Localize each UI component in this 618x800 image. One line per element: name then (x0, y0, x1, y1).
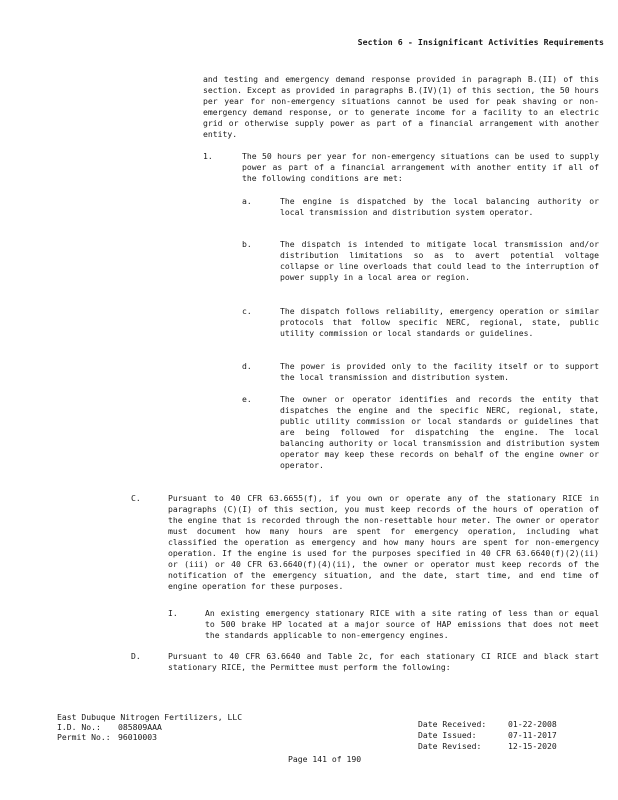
footer-issued-value: 07-11-2017 (508, 730, 557, 740)
item-c-text: Pursuant to 40 CFR 63.6655(f), if you own or operate any of the stationary RICE in paragraphs (C)(I) of this section, you must keep records of the hours of operation of the engine that is recorded through the non-resettable hour meter. The owner or operator must document how many hours are spent for emergency operation, including what classified the operation as emergency and how many hours are spent for non-emergency operation. If the engine is used for the purposes specified in 40 CFR 63.6640(f)(2)(ii) or (iii) or 40 CFR 63.6640(f)(4)(ii), the owner or operator must keep records of the notification of the emergency situation, and the date, start time, and end time of engine operation for these purposes. (168, 493, 599, 591)
sub-a-label: a. (242, 196, 252, 206)
item-1-label: 1. (203, 151, 213, 161)
sub-d-text: The power is provided only to the facility itself or to support the local transmission and distribution system. (280, 361, 599, 382)
item-d-label: D. (131, 651, 141, 661)
item-c-i-text: An existing emergency stationary RICE with a site rating of less than or equal to 500 brake HP located at a major source of HAP emissions that does not meet the standards applicable to non-emergency engines. (205, 608, 599, 640)
footer-permit-value: 96010003 (118, 732, 157, 742)
footer-id-value: 085809AAA (118, 722, 162, 732)
footer-company: East Dubuque Nitrogen Fertilizers, LLC (57, 712, 243, 722)
item-1-text: The 50 hours per year for non-emergency situations can be used to supply power as part of a financial arrangement with another entity if all of the following conditions are met: (242, 151, 599, 183)
footer-revised-label: Date Revised: (418, 741, 482, 751)
footer-revised-value: 12-15-2020 (508, 741, 557, 751)
section-header: Section 6 - Insignificant Activities Requirements (357, 37, 604, 47)
footer-issued-label: Date Issued: (418, 730, 477, 740)
intro-paragraph: and testing and emergency demand response provided in paragraph B.(II) of this section. Except as provided in paragraphs B.(IV)(1) of this section, the 50 hours per year for non-emergency situations cannot be used for peak shaving or non-emergency demand response, or to generate income for a facility to an electric grid or otherwise supply power as part of a financial arrangement with another entity. (203, 74, 599, 139)
footer-id-label: I.D. No.: (57, 722, 101, 732)
sub-e-label: e. (242, 394, 252, 404)
sub-e-text: The owner or operator identifies and records the entity that dispatches the engine and the specific NERC, regional, state, public utility commission or local standards or guidelines that are being followed for dispatching the engine. The local balancing authority or local transmission and distribution system operator may keep these records on behalf of the engine owner or operator. (280, 394, 599, 470)
sub-a-text: The engine is dispatched by the local balancing authority or local transmission and distribution system operator. (280, 196, 599, 217)
page-number: Page 141 of 190 (288, 754, 362, 764)
item-d-text: Pursuant to 40 CFR 63.6640 and Table 2c, for each stationary CI RICE and black start stationary RICE, the Permittee must perform the following: (168, 651, 599, 672)
sub-d-label: d. (242, 361, 252, 371)
sub-b-text: The dispatch is intended to mitigate local transmission and/or distribution limitations so as to avert potential voltage collapse or line overloads that could lead to the interruption of power supply in a local area or region. (280, 239, 599, 282)
footer-received-label: Date Received: (418, 719, 487, 729)
item-c-label: C. (131, 493, 141, 503)
item-c-i-label: I. (168, 608, 178, 618)
sub-c-label: c. (242, 306, 252, 316)
sub-b-label: b. (242, 239, 252, 249)
sub-c-text: The dispatch follows reliability, emergency operation or similar protocols that follow specific NERC, regional, state, public utility commission or local standards or guidelines. (280, 306, 599, 338)
footer-received-value: 01-22-2008 (508, 719, 557, 729)
footer-permit-label: Permit No.: (57, 732, 111, 742)
